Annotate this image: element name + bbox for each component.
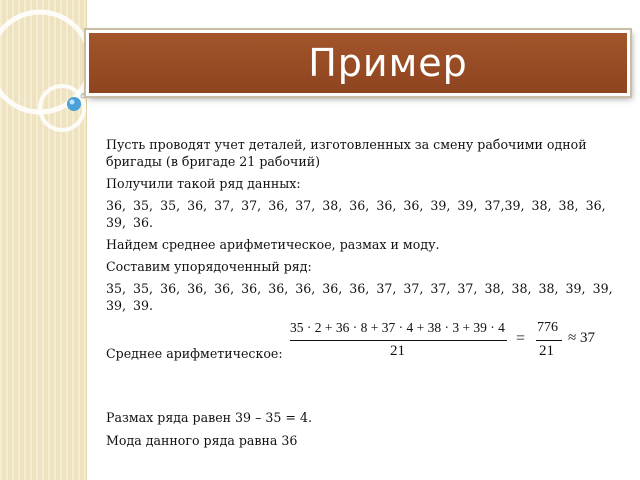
approx-result: ≈ 37 bbox=[568, 330, 595, 346]
mode-line: Мода данного ряда равна 36 bbox=[106, 433, 298, 448]
fraction-bar bbox=[290, 340, 507, 341]
result-denominator: 21 bbox=[539, 343, 554, 359]
ordered-series: 35, 35, 36, 36, 36, 36, 36, 36, 36, 36, 37, 37, 37, 37, 38, 38, 38, 39, 39, 39, 39. bbox=[106, 281, 613, 313]
data-series: 36, 35, 35, 36, 37, 37, 36, 37, 38, 36, 36, 36, 39, 39, 37,39, 38, 38, 36, 39, 36. bbox=[106, 198, 606, 230]
slide-content bbox=[106, 136, 614, 319]
mean-label: Среднее арифметическое: bbox=[106, 346, 283, 361]
task-statement: Найдем среднее арифметическое, размах и моду. bbox=[106, 237, 440, 252]
problem-statement: Пусть проводят учет деталей, изготовленных за смену рабочими одной бригады (в бригаде 21 рабочий) bbox=[106, 137, 587, 169]
data-intro: Получили такой ряд данных: bbox=[106, 176, 301, 191]
range-line: Размах ряда равен 39 – 35 = 4. bbox=[106, 410, 312, 425]
ordered-intro: Составим упорядоченный ряд: bbox=[106, 259, 312, 274]
formula-denominator: 21 bbox=[390, 343, 405, 359]
result-numerator: 776 bbox=[537, 320, 558, 335]
equals-sign: = bbox=[516, 330, 526, 347]
slide-title: Пример bbox=[308, 41, 468, 85]
mean-formula bbox=[290, 318, 600, 374]
title-bar bbox=[86, 30, 630, 96]
result-fraction-bar bbox=[536, 340, 562, 341]
formula-numerator: 35 · 2 + 36 · 8 + 37 · 4 + 38 · 3 + 39 · 4 bbox=[290, 320, 505, 335]
results bbox=[106, 409, 614, 455]
